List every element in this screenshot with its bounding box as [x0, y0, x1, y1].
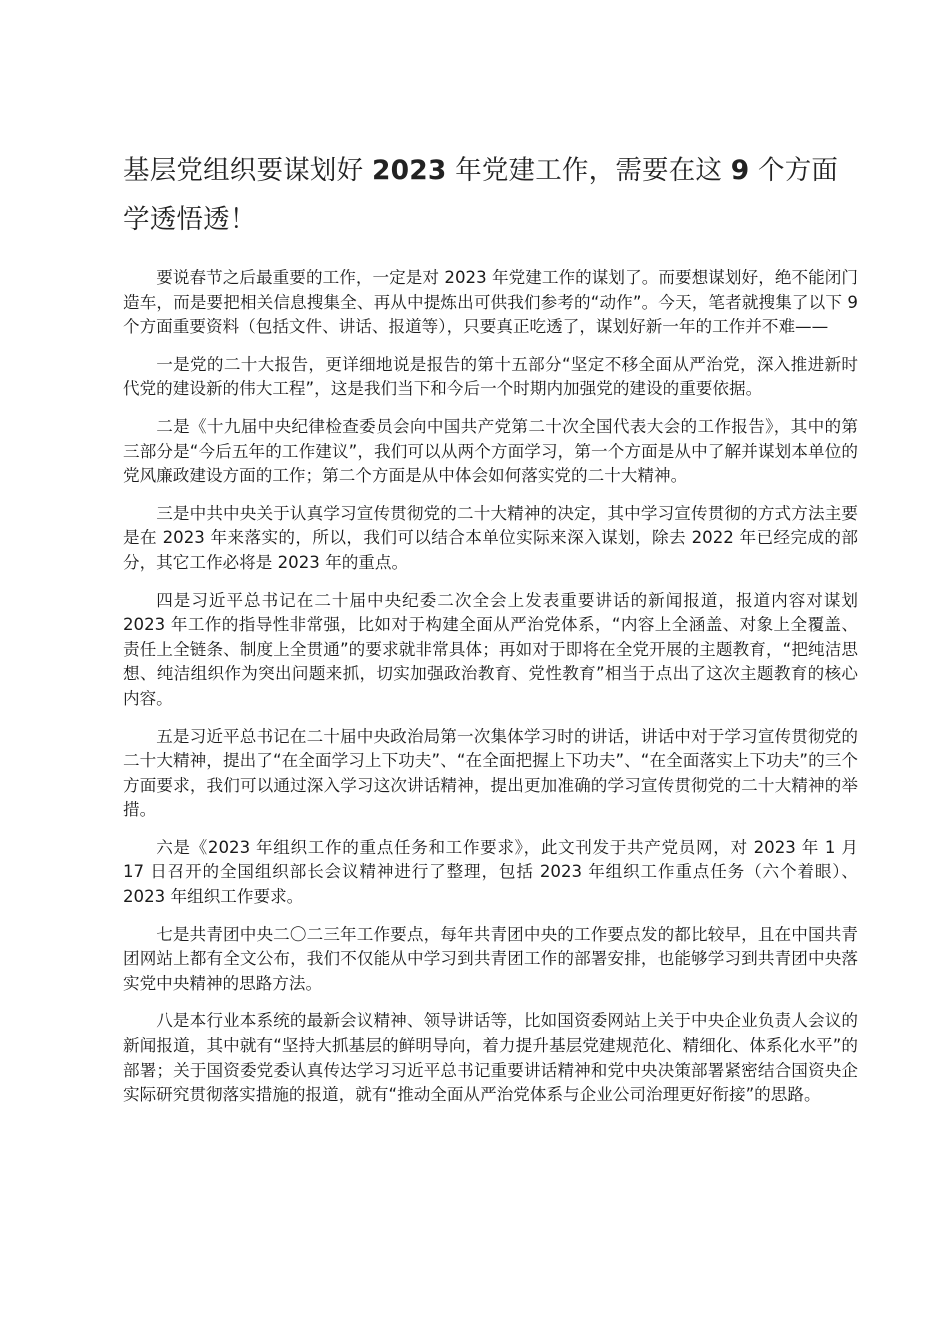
point-6-paragraph: 六是《2023 年组织工作的重点任务和工作要求》，此文刊发于共产党员网，对 2023 年 1 月 17 日召开的全国组织部长会议精神进行了整理，包括 2023 年组织工作重点任务（六个着眼）、2023 年组织工作要求。 — [123, 837, 858, 907]
document-title — [123, 146, 858, 244]
title-text-c: 年党建工作，需要在这 — [446, 155, 731, 186]
point-5-paragraph: 五是习近平总书记在二十届中央政治局第一次集体学习时的讲话，讲话中对于学习宣传贯彻党的二十大精神，提出了“在全面学习上下功夫”、“在全面把握上下功夫”、“在全面落实上下功夫”的三个方面要求，我们可以通过深入学习这次讲话精神，提出更加准确的学习宣传贯彻党的二十大精神的举措。 — [123, 726, 858, 820]
title-count: 9 — [730, 155, 750, 186]
intro-paragraph: 要说春节之后最重要的工作，一定是对 2023 年党建工作的谋划了。而要想谋划好，绝不能闭门造车，而是要把相关信息搜集全、再从中提炼出可供我们参考的“动作”。今天，笔者就搜集了以下 9 个方面重要资料（包括文件、讲话、报道等），只要真正吃透了，谋划好新一年的工作并不难—— — [123, 268, 858, 337]
title-text-a: 基层党组织要谋划好 — [123, 155, 372, 186]
point-7-paragraph: 七是共青团中央二〇二三年工作要点，每年共青团中央的工作要点发的都比较早，且在中国共青团网站上都有全文公布，我们不仅能从中学习到共青团工作的部署安排，也能够学习到共青团中央落实党中央精神的思路方法。 — [123, 924, 858, 993]
point-1-paragraph: 一是党的二十大报告，更详细地说是报告的第十五部分“坚定不移全面从严治党，深入推进新时代党的建设新的伟大工程”，这是我们当下和今后一个时期内加强党的建设的重要依据。 — [123, 354, 858, 399]
document-page — [123, 146, 858, 1121]
point-2-paragraph: 二是《十九届中央纪律检查委员会向中国共产党第二十次全国代表大会的工作报告》，其中的第三部分是“今后五年的工作建议”，我们可以从两个方面学习，第一个方面是从中了解并谋划本单位的党风廉政建设方面的工作；第二个方面是从中体会如何落实党的二十大精神。 — [123, 416, 858, 486]
point-3-paragraph: 三是中共中央关于认真学习宣传贯彻党的二十大精神的决定，其中学习宣传贯彻的方式方法主要是在 2023 年来落实的，所以，我们可以结合本单位实际来深入谋划，除去 2022 年已经完成的部分，其它工作必将是 2023 年的重点。 — [123, 503, 858, 572]
point-8-paragraph: 八是本行业本系统的最新会议精神、领导讲话等，比如国资委网站上关于中央企业负责人会议的新闻报道，其中就有“坚持大抓基层的鲜明导向，着力提升基层党建规范化、精细化、体系化水平”的部署；关于国资委党委认真传达学习习近平总书记重要讲话精神和党中央决策部署紧密结合国资央企实际研究贯彻落实措施的报道，就有“推动全面从严治党体系与企业公司治理更好衔接”的思路。 — [123, 1011, 858, 1105]
title-text-e: 个方面学透悟透！ — [123, 155, 839, 235]
title-year: 2023 — [371, 155, 447, 186]
point-4-paragraph: 四是习近平总书记在二十届中央纪委二次全会上发表重要讲话的新闻报道，报道内容对谋划 2023 年工作的指导性非常强，比如对于构建全面从严治党体系，“内容上全涵盖、对象上全覆盖、责任上全链条、制度上全贯通”的要求就非常具体；再如对于即将在全党开展的主题教育，“把纯洁思想、纯洁组织作为突出问题来抓，切实加强政治教育、党性教育”相当于点出了这次主题教育的核心内容。 — [123, 590, 858, 708]
